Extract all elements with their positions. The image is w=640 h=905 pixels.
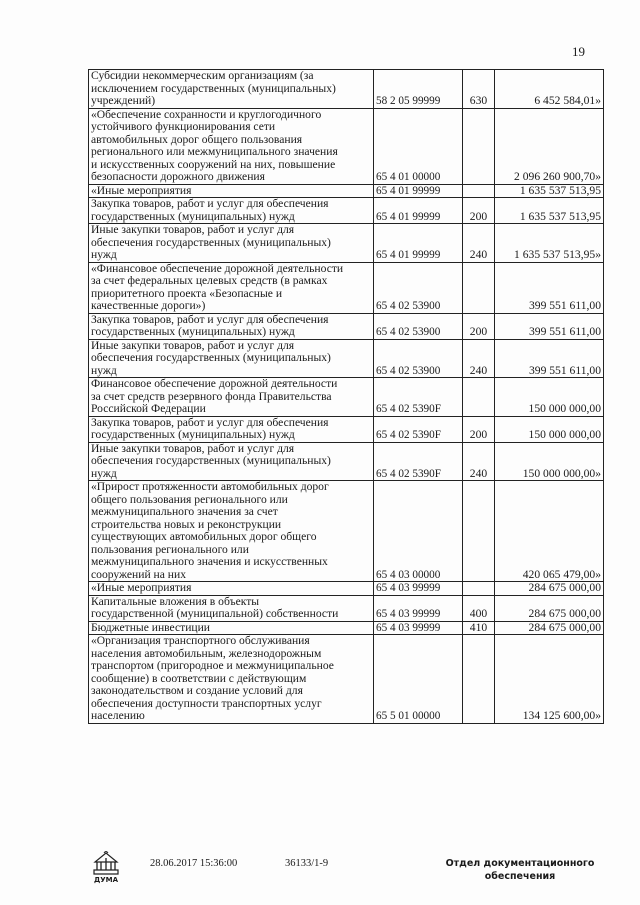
- table-row: [89, 313, 604, 339]
- row-type-cell: 400: [463, 595, 495, 621]
- table-row: [89, 339, 604, 378]
- row-amount-cell: 2 096 260 900,70»: [495, 108, 604, 184]
- footer-department: [440, 857, 600, 883]
- row-code-cell: 65 4 02 5390F: [374, 378, 463, 417]
- row-type-cell: [463, 262, 495, 313]
- duma-logo-label: ДУМА: [93, 876, 118, 884]
- row-name-cell: Капитальные вложения в объекты государственной (муниципальной) собственности: [89, 595, 374, 621]
- row-name-cell: Закупка товаров, работ и услуг для обеспечения государственных (муниципальных) нужд: [89, 198, 374, 224]
- row-amount-cell: 399 551 611,00: [495, 262, 604, 313]
- row-amount-cell: 284 675 000,00: [495, 621, 604, 635]
- table-row: [89, 635, 604, 724]
- table-row: [89, 108, 604, 184]
- row-type-cell: [463, 582, 495, 596]
- row-type-cell: 200: [463, 313, 495, 339]
- row-amount-cell: 150 000 000,00»: [495, 442, 604, 481]
- row-code-cell: 65 4 01 99999: [374, 198, 463, 224]
- row-type-cell: [463, 184, 495, 198]
- row-amount-cell: 399 551 611,00: [495, 313, 604, 339]
- row-name-cell: «Финансовое обеспечение дорожной деятельности за счет федеральных целевых средств (в рамках приоритетного проекта «Безопасные и качественные дороги»): [89, 262, 374, 313]
- table-row: [89, 442, 604, 481]
- budget-table: [88, 69, 604, 724]
- row-type-cell: [463, 635, 495, 724]
- table-row: [89, 582, 604, 596]
- row-code-cell: 65 4 02 53900: [374, 313, 463, 339]
- row-name-cell: «Обеспечение сохранности и круглогодичного устойчивого функционирования сети автомобильных дорог общего пользования регионального или межмуниципального значения и искусственных сооружений на них, повышение безопасности дорожного движения: [89, 108, 374, 184]
- row-amount-cell: 420 065 479,00»: [495, 481, 604, 582]
- row-amount-cell: 150 000 000,00: [495, 416, 604, 442]
- row-name-cell: Закупка товаров, работ и услуг для обеспечения государственных (муниципальных) нужд: [89, 313, 374, 339]
- row-name-cell: Субсидии некоммерческим организациям (за исключением государственных (муниципальных) учреждений): [89, 70, 374, 109]
- footer-department-label: Отдел документационного обеспечения: [445, 858, 595, 882]
- row-code-cell: 65 4 02 53900: [374, 262, 463, 313]
- row-amount-cell: 284 675 000,00: [495, 595, 604, 621]
- row-type-cell: 410: [463, 621, 495, 635]
- footer-document-id: 36133/1-9: [285, 858, 329, 869]
- row-name-cell: Финансовое обеспечение дорожной деятельности за счет средств резервного фонда Правительства Российской Федерации: [89, 378, 374, 417]
- table-row: [89, 595, 604, 621]
- row-name-cell: Иные закупки товаров, работ и услуг для обеспечения государственных (муниципальных) нужд: [89, 442, 374, 481]
- row-type-cell: 240: [463, 442, 495, 481]
- row-name-cell: «Иные мероприятия: [89, 184, 374, 198]
- row-type-cell: [463, 481, 495, 582]
- row-code-cell: 65 4 01 99999: [374, 224, 463, 263]
- row-type-cell: 200: [463, 198, 495, 224]
- table-row: [89, 621, 604, 635]
- footer-datetime: 28.06.2017 15:36:00: [150, 858, 238, 869]
- budget-table-body: [89, 70, 604, 724]
- row-code-cell: 65 4 03 00000: [374, 481, 463, 582]
- row-amount-cell: 399 551 611,00: [495, 339, 604, 378]
- row-type-cell: 240: [463, 339, 495, 378]
- row-code-cell: 65 4 03 99999: [374, 621, 463, 635]
- row-amount-cell: 134 125 600,00»: [495, 635, 604, 724]
- row-name-cell: «Организация транспортного обслуживания населения автомобильным, железнодорожным транспортом (пригородное и межмуниципальное сообщение) в соответствии с действующим законодательством и создание условий для обеспечения доступности транспортных услуг населению: [89, 635, 374, 724]
- row-type-cell: [463, 378, 495, 417]
- row-name-cell: Иные закупки товаров, работ и услуг для обеспечения государственных (муниципальных) нужд: [89, 339, 374, 378]
- row-code-cell: 65 4 02 5390F: [374, 442, 463, 481]
- page-number: 19: [572, 44, 585, 59]
- row-name-cell: Закупка товаров, работ и услуг для обеспечения государственных (муниципальных) нужд: [89, 416, 374, 442]
- row-name-cell: «Прирост протяженности автомобильных дорог общего пользования регионального или межмуниципального значения за счет строительства новых и реконструкции существующих автомобильных дорог общего пользования регионального или межмуниципального значения и искусственных сооружений на них: [89, 481, 374, 582]
- row-amount-cell: 1 635 537 513,95: [495, 198, 604, 224]
- row-type-cell: 630: [463, 70, 495, 109]
- table-row: [89, 416, 604, 442]
- row-amount-cell: 1 635 537 513,95»: [495, 224, 604, 263]
- duma-building-icon: [88, 850, 124, 876]
- row-amount-cell: 1 635 537 513,95: [495, 184, 604, 198]
- row-type-cell: 240: [463, 224, 495, 263]
- row-code-cell: 65 4 01 99999: [374, 184, 463, 198]
- table-row: [89, 184, 604, 198]
- row-code-cell: 65 5 01 00000: [374, 635, 463, 724]
- row-code-cell: 58 2 05 99999: [374, 70, 463, 109]
- table-row: [89, 378, 604, 417]
- row-amount-cell: 6 452 584,01»: [495, 70, 604, 109]
- row-amount-cell: 150 000 000,00: [495, 378, 604, 417]
- table-row: [89, 198, 604, 224]
- row-name-cell: «Иные мероприятия: [89, 582, 374, 596]
- row-code-cell: 65 4 01 00000: [374, 108, 463, 184]
- row-type-cell: [463, 108, 495, 184]
- row-name-cell: Иные закупки товаров, работ и услуг для обеспечения государственных (муниципальных) нужд: [89, 224, 374, 263]
- table-row: [89, 224, 604, 263]
- row-code-cell: 65 4 03 99999: [374, 595, 463, 621]
- table-row: [89, 481, 604, 582]
- row-name-cell: Бюджетные инвестиции: [89, 621, 374, 635]
- row-code-cell: 65 4 03 99999: [374, 582, 463, 596]
- duma-logo: [88, 850, 124, 884]
- row-type-cell: 200: [463, 416, 495, 442]
- row-code-cell: 65 4 02 5390F: [374, 416, 463, 442]
- table-row: [89, 262, 604, 313]
- row-code-cell: 65 4 02 53900: [374, 339, 463, 378]
- table-row: [89, 70, 604, 109]
- row-amount-cell: 284 675 000,00: [495, 582, 604, 596]
